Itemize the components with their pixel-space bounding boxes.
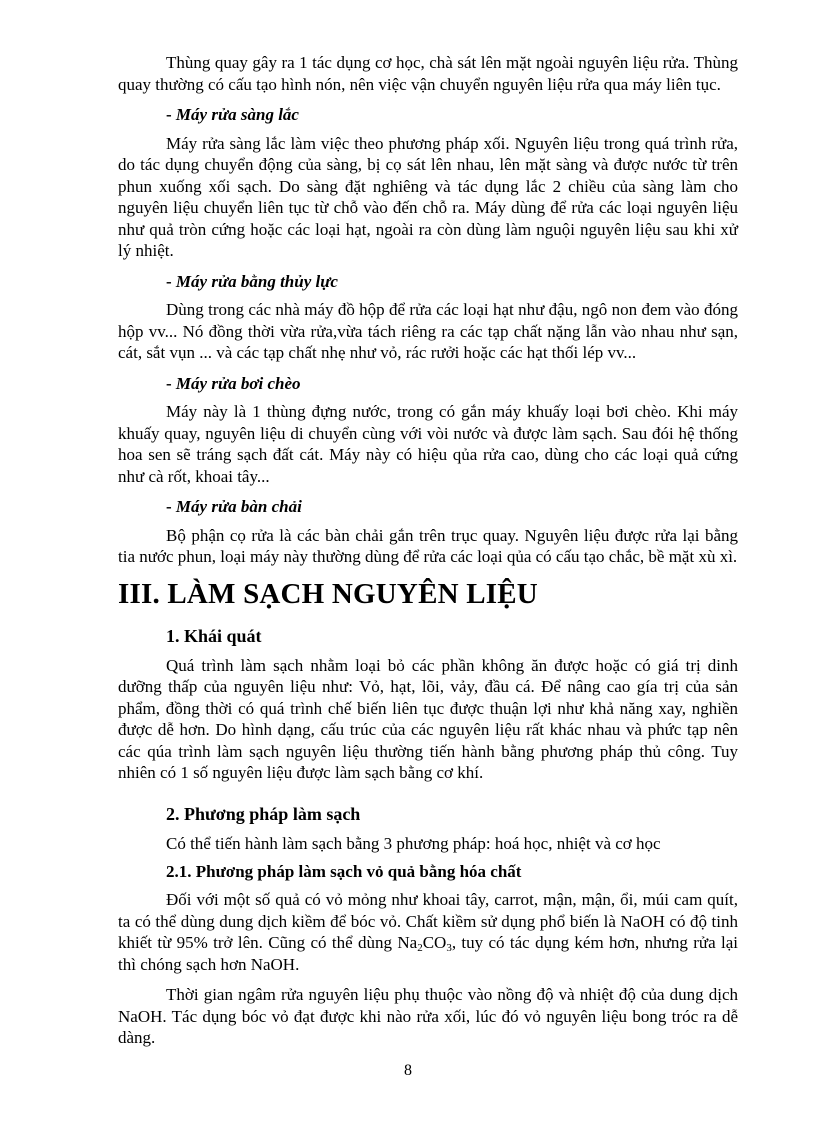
paragraph-phuong-phap: Có thể tiến hành làm sạch bằng 3 phương pháp: hoá học, nhiệt và cơ học [166, 833, 661, 853]
subheading-dash: - [166, 373, 176, 393]
subheading-text: Máy rửa bằng thủy lực [175, 271, 338, 291]
paragraph-boi-cheo: Máy này là 1 thùng đựng nước, trong có gắn máy khuấy loại bơi chèo. Khi máy khuấy quay, nguyên liệu di chuyển cùng với vòi nước và được làm sạch. Sau đói hệ thống hoa sen sẽ tráng sạch đất cát. Máy này có hiệu qủa rửa cao, dùng cho các loại quả cứng như cà rốt, khoai tây... [118, 402, 738, 486]
spacer [118, 793, 738, 803]
paragraph-text: Đối với một số quả có vỏ mỏng như khoai tây, carrot, mận, mận, ổi, múi cam quít, ta có thể dùng dung dịch kiềm để bóc vỏ. Chất kiềm sử dụng phổ biến là NaOH có độ tinh khiết từ 95% trở lên. Cũng có thể dùng Na [118, 890, 738, 952]
subheading-text: Máy rửa bàn chải [175, 497, 302, 516]
subscript: 3 [446, 942, 452, 954]
paragraph-text: , tuy có tác dụng kém hơn, nhưng rửa lại thì chóng sạch hơn NaOH. [118, 933, 738, 974]
paragraph-text: CO [422, 933, 447, 952]
paragraph-thoi-gian: Thời gian ngâm rửa nguyên liệu phụ thuộc vào nồng độ và nhiệt độ của dung dịch NaOH. Tác dụng bóc vỏ đạt được khi nào rửa xối, lúc đó vỏ nguyên liệu bong tróc ra dễ dàng. [118, 985, 738, 1047]
paragraph-khai-quat: Quá trình làm sạch nhằm loại bỏ các phần không ăn được hoặc có giá trị dinh dưỡng thấp của nguyên liệu như: Vỏ, hạt, lõi, vảy, đầu cá. Để nâng cao gía trị của sản phẩm, đồng thời có quá trình chế biến liên tục được thuận lợi như khả năng xay, nghiền được dễ hơn. Do hình dạng, cấu trúc của các nguyên liệu rất khác nhau và phức tạp nên các qúa trình làm sạch nguyên liệu thường tiến hành bằng phương pháp thủ công. Tuy nhiên có 1 số nguyên liệu được làm sạch bằng cơ khí. [118, 655, 738, 782]
paragraph-thuy-luc: Dùng trong các nhà máy đồ hộp để rửa các loại hạt như đậu, ngô non đem vào đóng hộp vv... Nó đồng thời vừa rửa,vừa tách riêng ra các tạp chất nặng lẫn vào nhau như sạn, cát, sắt vụn ... và các tạp chất nhẹ như vỏ, rác rưởi hoặc các hạt thối lép vv... [118, 300, 738, 362]
section-title: III. LÀM SẠCH NGUYÊN LIỆU [118, 577, 538, 610]
page-number: 8 [404, 1062, 412, 1079]
subheading-may-rua-boi-cheo [166, 373, 738, 395]
subheading-dash: - [166, 497, 176, 516]
paragraph-sang-lac: Máy rửa sàng lắc làm việc theo phương pháp xối. Nguyên liệu trong quá trình rửa, do tác dụng chuyển động của sàng, bị cọ sát lên nhau, lên mặt sàng và được nước từ trên phun xuống xối sạch. Do sàng đặt nghiêng và tác dụng lắc 2 chiều của sàng làm cho nguyên liệu chuyển liên tục từ chỗ vào đến chỗ ra. Máy dùng để rửa các loại nguyên liệu như quả tròn cứng hoặc các loại hạt, ngoài ra còn dùng làm nguội nguyên liệu sau khi xử lý nhiệt. [118, 133, 738, 260]
subheading-may-rua-ban-chai [166, 496, 738, 518]
subheading-dash: - [166, 271, 176, 291]
subheading-may-rua-thuy-luc [166, 271, 738, 293]
subheading-text: Máy rửa bơi chèo [175, 373, 301, 393]
subscript: 2 [417, 942, 423, 954]
page-content [118, 52, 738, 1058]
paragraph-ban-chai: Bộ phận cọ rửa là các bàn chải gắn trên trục quay. Nguyên liệu được rửa lại bằng tia nước phun, loại máy này thường dùng để rửa các loại qủa có cấu tạo chắc, bề mặt xù xì. [118, 525, 738, 566]
subheading-may-rua-sang-lac [166, 104, 738, 126]
subheading-text: Máy rửa sàng lắc [175, 105, 299, 124]
paragraph-thung-quay: Thùng quay gây ra 1 tác dụng cơ học, chà sát lên mặt ngoài nguyên liệu rửa. Thùng quay thường có cấu tạo hình nón, nên việc vận chuyển nguyên liệu rửa qua máy liên tục. [118, 53, 738, 94]
paragraph-hoa-chat [118, 889, 738, 975]
heading-lam-sach-hoa-chat: 2.1. Phương pháp làm sạch vỏ quả bằng hóa chất [166, 862, 522, 881]
heading-khai-quat: 1. Khái quát [166, 625, 262, 646]
subheading-dash: - [166, 105, 176, 124]
heading-phuong-phap-lam-sach: 2. Phương pháp làm sạch [166, 803, 361, 824]
